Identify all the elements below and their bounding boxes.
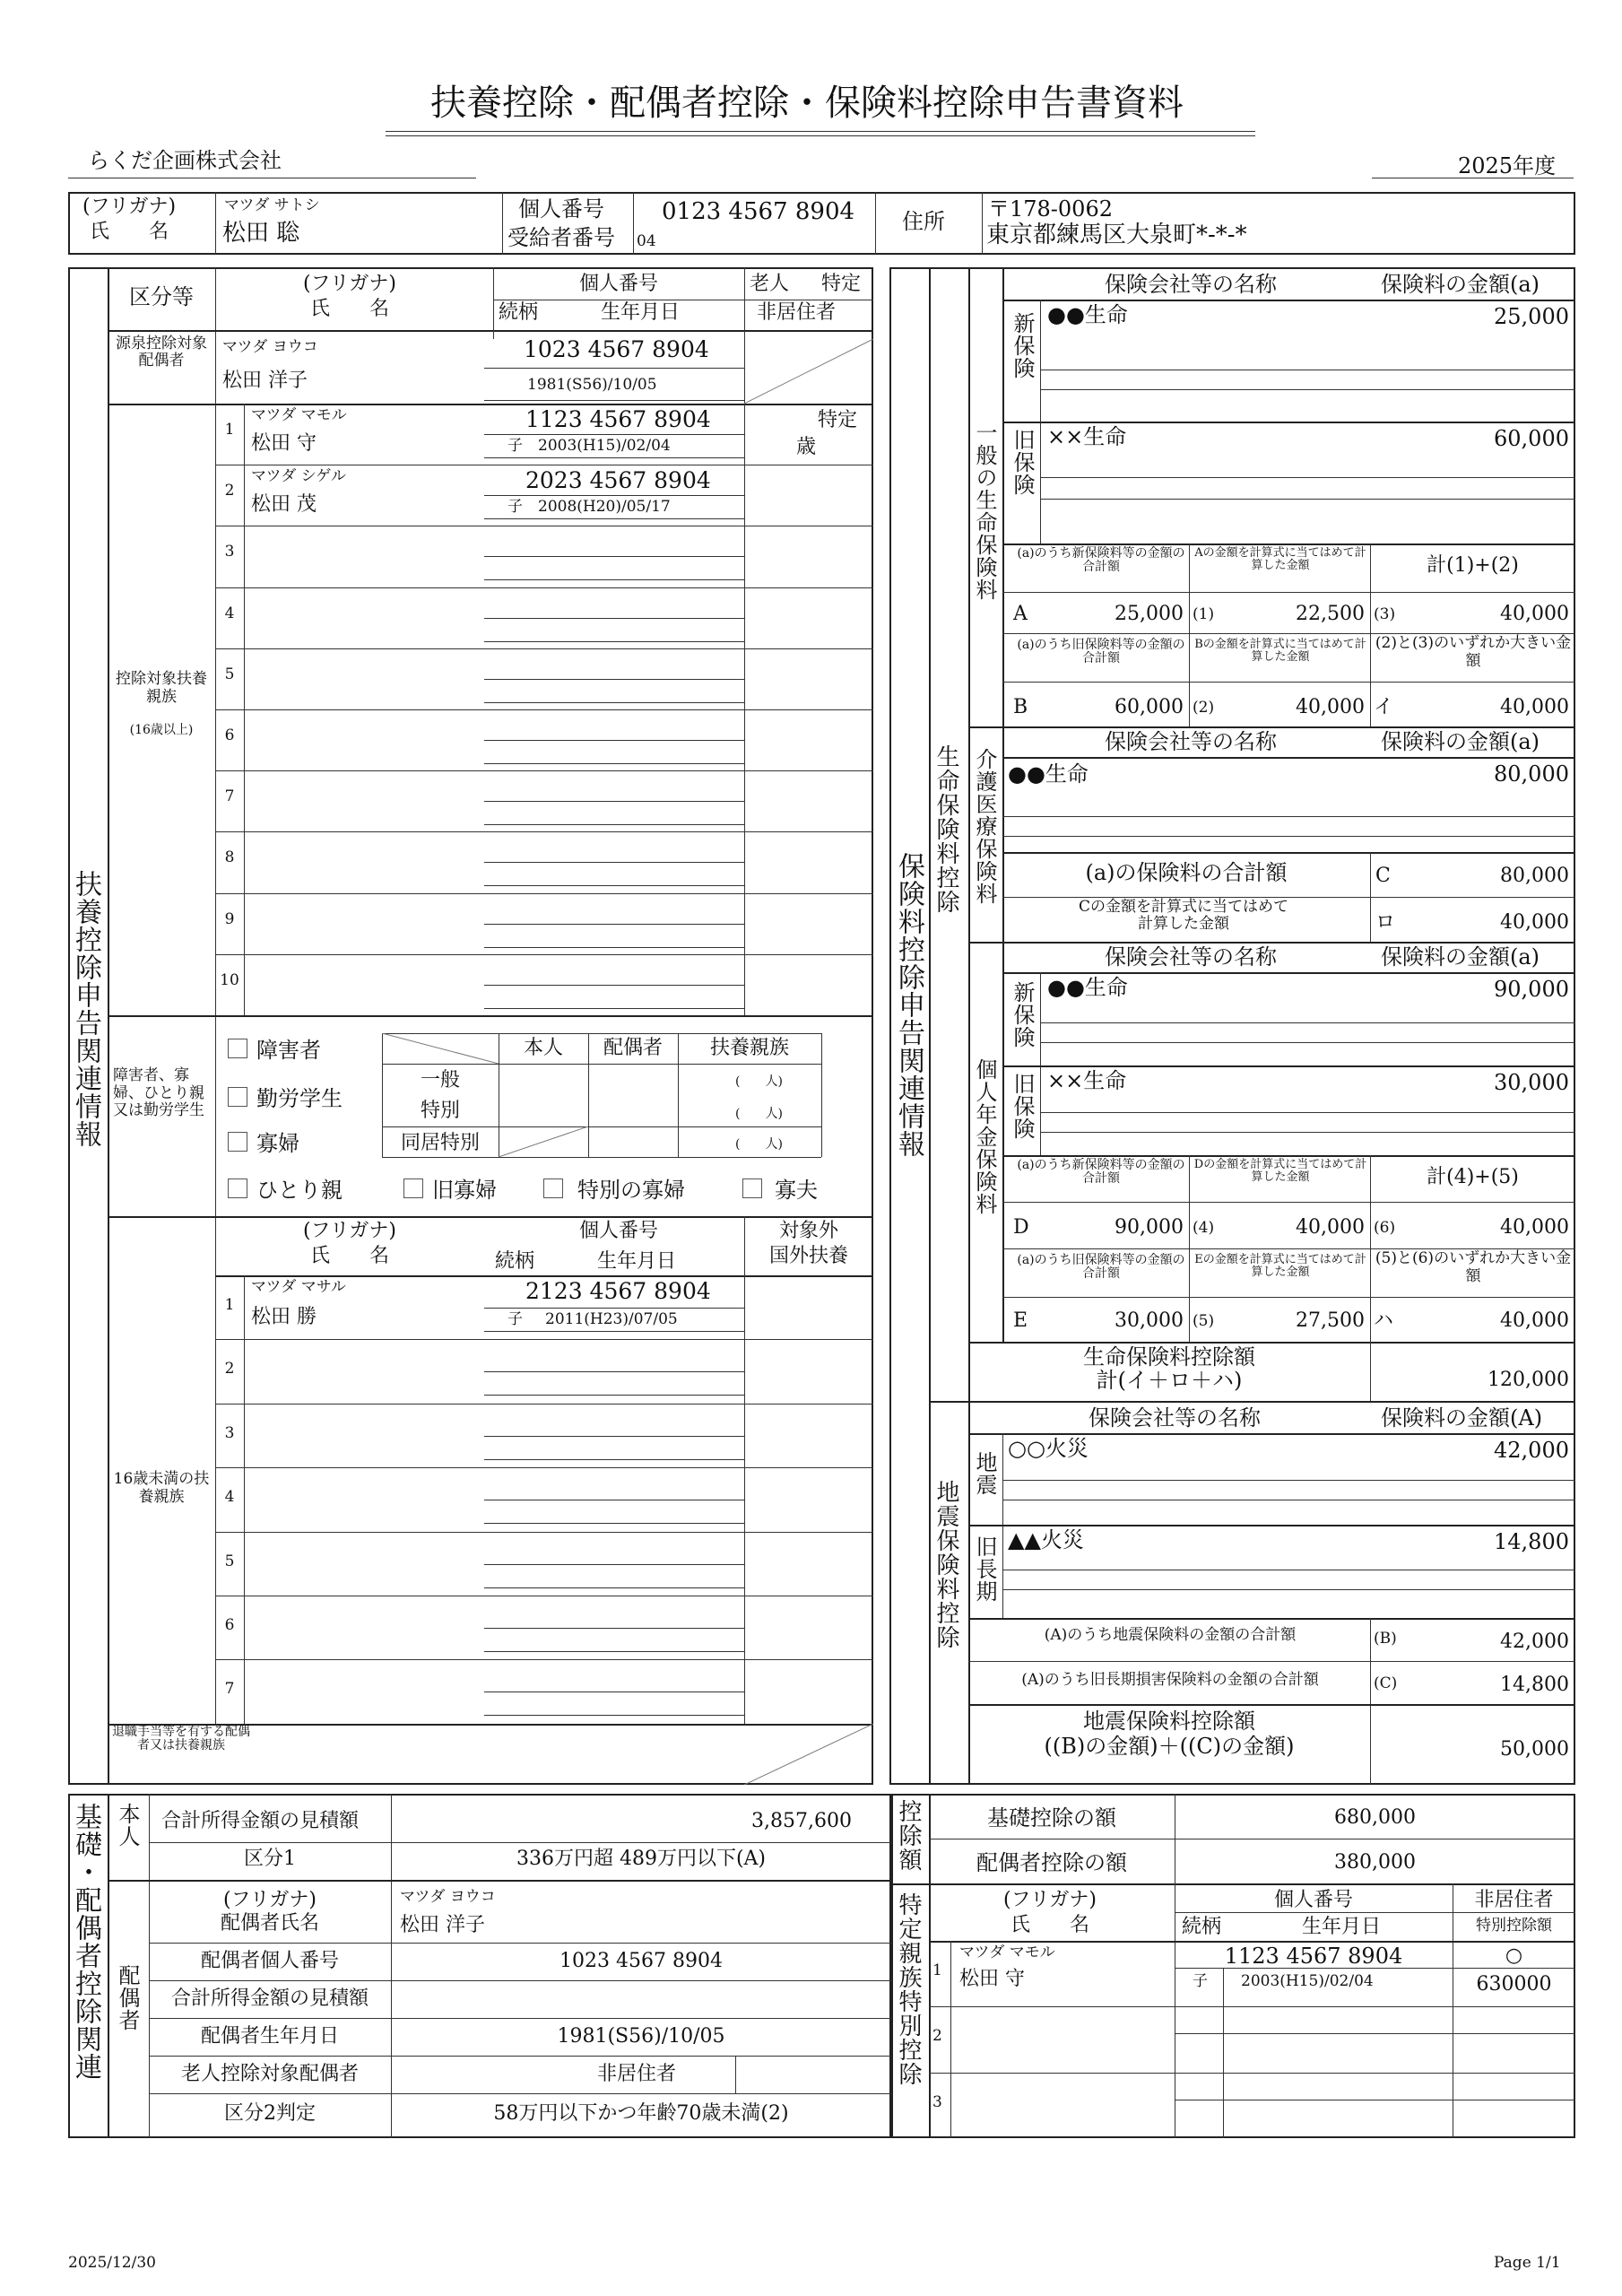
kubun2-value: 58万円以下かつ年齢70歳未満(2) [493,2102,789,2125]
kaigo-ro: 40,000 [1500,911,1569,934]
employee-mynum: 0123 4567 8904 [662,198,855,225]
recipient-number: 04 [637,232,656,250]
under16-no: 7 [224,1680,235,1699]
under16-rel: 子 [507,1310,523,1328]
fiscal-year: 2025年度 [1458,153,1557,178]
dependent-tokutei: 特定 [818,409,858,431]
spouse-mynum: 1023 4567 8904 [559,1950,723,1972]
jishin-total: 50,000 [1500,1738,1569,1761]
honnin-shotoku: 3,857,600 [751,1810,852,1832]
ippan-shin-company: ●●生命 [1047,302,1128,327]
under16-mynum: 2123 4567 8904 [525,1278,711,1304]
tokutei-mynum: 1123 4567 8904 [1224,1944,1403,1969]
checkbox-kyukafu[interactable] [403,1178,423,1198]
company-name: らくだ企画株式会社 [88,148,282,173]
dependent-no: 1 [224,421,235,439]
nenkin-6: 40,000 [1500,1216,1569,1239]
jishin-company-2: ▲▲火災 [1008,1527,1084,1552]
nenkin-E: 30,000 [1115,1309,1184,1332]
dependent-sai: 歳 [796,436,817,458]
nenkin-kyu-company: ××生命 [1047,1068,1127,1093]
employee-furigana: マツダ サトシ [224,196,320,214]
jishin-amount-1: 42,000 [1494,1438,1569,1463]
checkbox-shogai[interactable] [228,1039,247,1058]
dependent-rel: 子 [507,437,523,455]
tokutei-no: 2 [932,2027,942,2046]
dependent-no: 4 [224,604,235,622]
kiso-kojo: 680,000 [1334,1806,1416,1829]
dependent-no: 6 [224,726,235,744]
dependent-furigana: マツダ シゲル [251,467,347,486]
tokutei-birth: 2003(H15)/02/04 [1241,1972,1374,1990]
dependent-no: 10 [220,970,239,989]
tokutei-name: 松田 守 [959,1968,1025,1990]
dependent-name: 松田 守 [251,432,317,455]
dependent-no: 8 [224,848,235,867]
nenkin-shin-amount: 90,000 [1494,977,1569,1002]
checkbox-tokubetsu[interactable] [543,1178,563,1198]
ippan-B: 60,000 [1115,696,1184,718]
tokutei-rel: 子 [1193,1972,1208,1990]
dependent-side-label: 扶養控除申告関連情報 [70,870,101,1148]
tokutei-kojo: 630000 [1476,1973,1552,1996]
dependent-mynum: 1123 4567 8904 [525,406,711,432]
nenkin-D: 90,000 [1115,1216,1184,1239]
dependent-no: 2 [224,482,235,500]
ippan-kyu-company: ××生命 [1047,424,1127,449]
dependent-mynum: 2023 4567 8904 [525,467,711,494]
employee-name: 松田 聡 [222,220,300,247]
nenkin-ha: 40,000 [1500,1309,1569,1332]
ippan-2: 40,000 [1296,696,1365,718]
ippan-i: 40,000 [1500,696,1569,718]
kaigo-amount: 80,000 [1494,761,1569,787]
kubun1-value: 336万円超 489万円以下(A) [516,1848,767,1870]
checkbox-hitori[interactable] [228,1178,247,1198]
kaigo-company: ●●生命 [1008,761,1089,787]
employee-address: 東京都練馬区大泉町*-*-* [986,222,1247,248]
nenkin-5: 27,500 [1296,1309,1365,1332]
ippan-kyu-amount: 60,000 [1494,426,1569,451]
ippan-shin-amount: 25,000 [1494,304,1569,329]
dependent-no: 9 [224,909,235,928]
tokutei-no: 3 [932,2092,942,2111]
under16-no: 6 [224,1616,235,1634]
dependent-no: 3 [224,543,235,561]
dependent-name: 松田 茂 [251,493,317,517]
under16-name: 松田 勝 [251,1306,317,1328]
jishin-company-1: ○○火災 [1008,1436,1089,1461]
tokutei-furigana: マツダ マモル [959,1944,1055,1961]
tokutei-hikyo: ○ [1505,1944,1523,1967]
under16-birth: 2011(H23)/07/05 [545,1310,678,1328]
checkbox-kinro[interactable] [228,1087,247,1107]
jishin-C: 14,800 [1500,1674,1569,1696]
haigu-kojo: 380,000 [1334,1851,1416,1874]
ippan-A: 25,000 [1115,603,1184,625]
spouse-birth: 1981(S56)/10/05 [557,2025,725,2048]
under16-no: 4 [224,1488,235,1507]
under16-no: 5 [224,1552,235,1570]
nenkin-kyu-amount: 30,000 [1494,1070,1569,1095]
page-number: Page 1/1 [1494,2254,1561,2272]
insurance-side-label: 保険料控除申告関連情報 [893,852,924,1158]
dependent-furigana: マツダ マモル [251,406,347,424]
kaigo-C: 80,000 [1500,865,1569,887]
tokutei-no: 1 [932,1961,942,1979]
under16-no: 1 [224,1296,235,1314]
dependent-birth: 2008(H20)/05/17 [538,498,671,517]
ippan-3: 40,000 [1500,603,1569,625]
jishin-amount-2: 14,800 [1494,1529,1569,1554]
checkbox-kafu2[interactable] [742,1178,762,1198]
under16-no: 2 [224,1360,235,1378]
jishin-B: 42,000 [1500,1631,1569,1653]
nenkin-4: 40,000 [1296,1216,1365,1239]
dependent-birth: 2003(H15)/02/04 [538,437,671,455]
postal-code: 〒178-0062 [988,196,1113,222]
ippan-1: 22,500 [1296,603,1365,625]
under16-furigana: マツダ マサル [251,1278,346,1296]
dependent-no: 7 [224,787,235,806]
nenkin-shin-company: ●●生命 [1047,975,1128,1000]
print-date: 2025/12/30 [68,2254,156,2272]
checkbox-kafu[interactable] [228,1132,247,1152]
dependent-rel: 子 [507,498,523,517]
dependent-no: 5 [224,665,235,683]
seimei-total: 120,000 [1488,1369,1569,1391]
dependent-section [68,267,873,1785]
page-title: 扶養控除・配偶者控除・保険料控除申告書資料 [430,83,1184,124]
under16-no: 3 [224,1423,235,1442]
